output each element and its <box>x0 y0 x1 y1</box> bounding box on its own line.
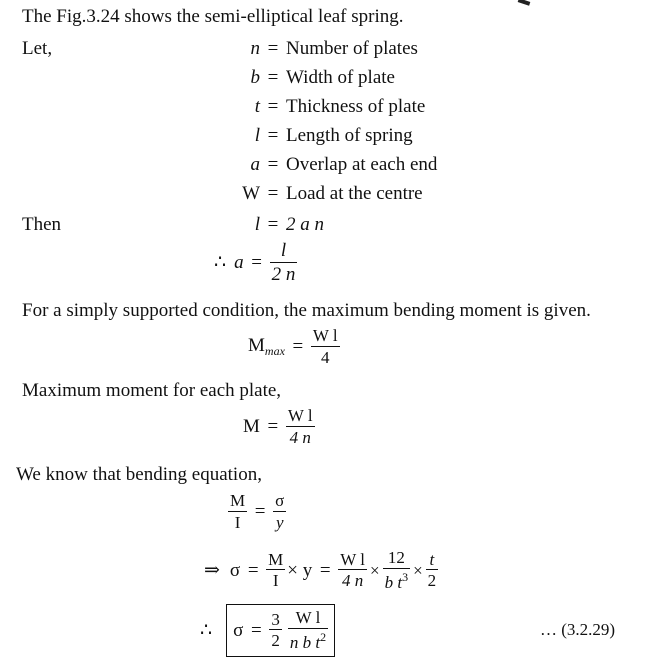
denominator-exponent: 3 <box>402 569 409 584</box>
fraction-numerator: t <box>426 551 439 571</box>
final-equation <box>200 604 335 657</box>
equals-sign: = <box>267 38 279 59</box>
lhs-symbol: M <box>248 335 265 357</box>
definition-row <box>230 68 395 87</box>
fraction <box>228 492 247 532</box>
a-equation <box>214 241 297 285</box>
fraction-numerator: M <box>268 549 284 569</box>
fraction-denominator: 4 n <box>289 427 311 447</box>
fraction-denominator: I <box>234 512 241 532</box>
therefore-symbol: ∴ <box>200 619 213 641</box>
bending-equation <box>228 492 286 532</box>
fraction-denominator: 4 <box>321 347 330 367</box>
definition-meaning: Number of plates <box>286 38 418 59</box>
denominator-base: n b t <box>289 632 321 652</box>
fraction-denominator: 2 <box>271 631 280 651</box>
definition-symbol: b <box>250 67 260 88</box>
eq-lhs <box>248 336 285 357</box>
therefore-symbol: ∴ <box>214 252 227 274</box>
definition-meaning: Width of plate <box>286 67 395 88</box>
fraction <box>426 551 439 591</box>
equals-sign: = <box>247 559 259 581</box>
fraction <box>286 407 315 447</box>
equals-sign: = <box>254 501 266 523</box>
equals-sign: = <box>267 416 279 438</box>
sigma-equation <box>204 549 438 592</box>
fraction-numerator: 12 <box>383 549 410 569</box>
definition-symbol: t <box>254 96 260 117</box>
definition-symbol: l <box>254 125 260 146</box>
boxed-result <box>226 604 335 657</box>
then-equation <box>230 215 324 234</box>
definition-meaning: Length of spring <box>286 125 413 146</box>
fraction <box>383 549 410 592</box>
definition-meaning: Load at the centre <box>286 183 423 204</box>
sigma-symbol: σ <box>229 559 241 581</box>
fraction <box>270 241 298 285</box>
fraction-denominator: y <box>275 512 284 532</box>
equals-sign: = <box>319 559 331 581</box>
fraction-denominator: 4 n <box>342 571 364 591</box>
times-symbol: × <box>369 560 380 580</box>
fraction <box>311 327 340 367</box>
eq-lhs: l <box>254 214 260 235</box>
fraction <box>269 611 282 651</box>
fraction-numerator: W l <box>287 406 313 425</box>
bending-text: We know that bending equation, <box>16 464 262 485</box>
definition-row <box>230 97 425 116</box>
denominator-base: b t <box>384 572 403 592</box>
equation-number: … (3.2.29) <box>540 620 616 639</box>
fraction <box>288 609 328 652</box>
definition-symbol: n <box>250 38 260 59</box>
times-y: × y <box>287 559 313 581</box>
implies-symbol: ⇒ <box>204 559 220 581</box>
fraction <box>338 551 367 591</box>
equals-sign: = <box>267 183 279 204</box>
fraction <box>266 551 285 591</box>
eq-lhs: M <box>243 416 260 438</box>
fraction-denominator <box>288 629 328 652</box>
definition-row <box>230 39 418 58</box>
equals-sign: = <box>267 154 279 175</box>
equals-sign: = <box>267 125 279 146</box>
fraction-denominator: 2 n <box>271 263 296 285</box>
m-equation <box>243 407 315 447</box>
definition-symbol: a <box>250 154 260 175</box>
fraction-numerator: 3 <box>271 609 280 629</box>
equals-sign: = <box>251 252 262 274</box>
denominator-exponent: 2 <box>320 629 327 644</box>
definition-row <box>230 126 413 145</box>
fraction-denominator: I <box>272 571 279 591</box>
let-label: Let, <box>22 38 53 59</box>
lhs-subscript: max <box>264 344 285 359</box>
equals-sign: = <box>267 214 279 235</box>
definition-meaning: Overlap at each end <box>286 154 438 175</box>
fraction <box>273 492 286 532</box>
each-plate-text: Maximum moment for each plate, <box>22 380 282 401</box>
sigma-symbol: σ <box>233 619 244 641</box>
equals-sign: = <box>267 96 279 117</box>
definition-meaning: Thickness of plate <box>286 96 426 117</box>
eq-rhs: 2 a n <box>286 214 324 235</box>
definition-symbol: W <box>242 183 260 204</box>
fraction-denominator <box>383 569 410 592</box>
fraction-numerator: M <box>230 491 246 510</box>
equals-sign: = <box>292 336 304 358</box>
fraction-numerator: W l <box>312 326 338 345</box>
fraction-numerator: l <box>270 241 298 263</box>
mmax-equation <box>248 327 340 367</box>
fraction-numerator: W l <box>288 609 328 629</box>
fraction-numerator: σ <box>275 491 285 510</box>
definition-row <box>230 184 423 203</box>
eq-lhs: a <box>234 252 244 274</box>
then-label: Then <box>22 214 62 235</box>
equals-sign: = <box>267 67 279 88</box>
scan-mark <box>518 0 531 6</box>
simply-supported-text: For a simply supported condition, the maximum bending moment is given. <box>22 300 591 321</box>
fraction-denominator: 2 <box>427 571 437 591</box>
fraction-numerator: W l <box>340 549 365 569</box>
intro-text: The Fig.3.24 shows the semi-elliptical leaf spring. <box>22 6 404 27</box>
definition-row <box>230 155 437 174</box>
times-symbol: × <box>413 560 423 580</box>
equals-sign: = <box>250 619 262 641</box>
